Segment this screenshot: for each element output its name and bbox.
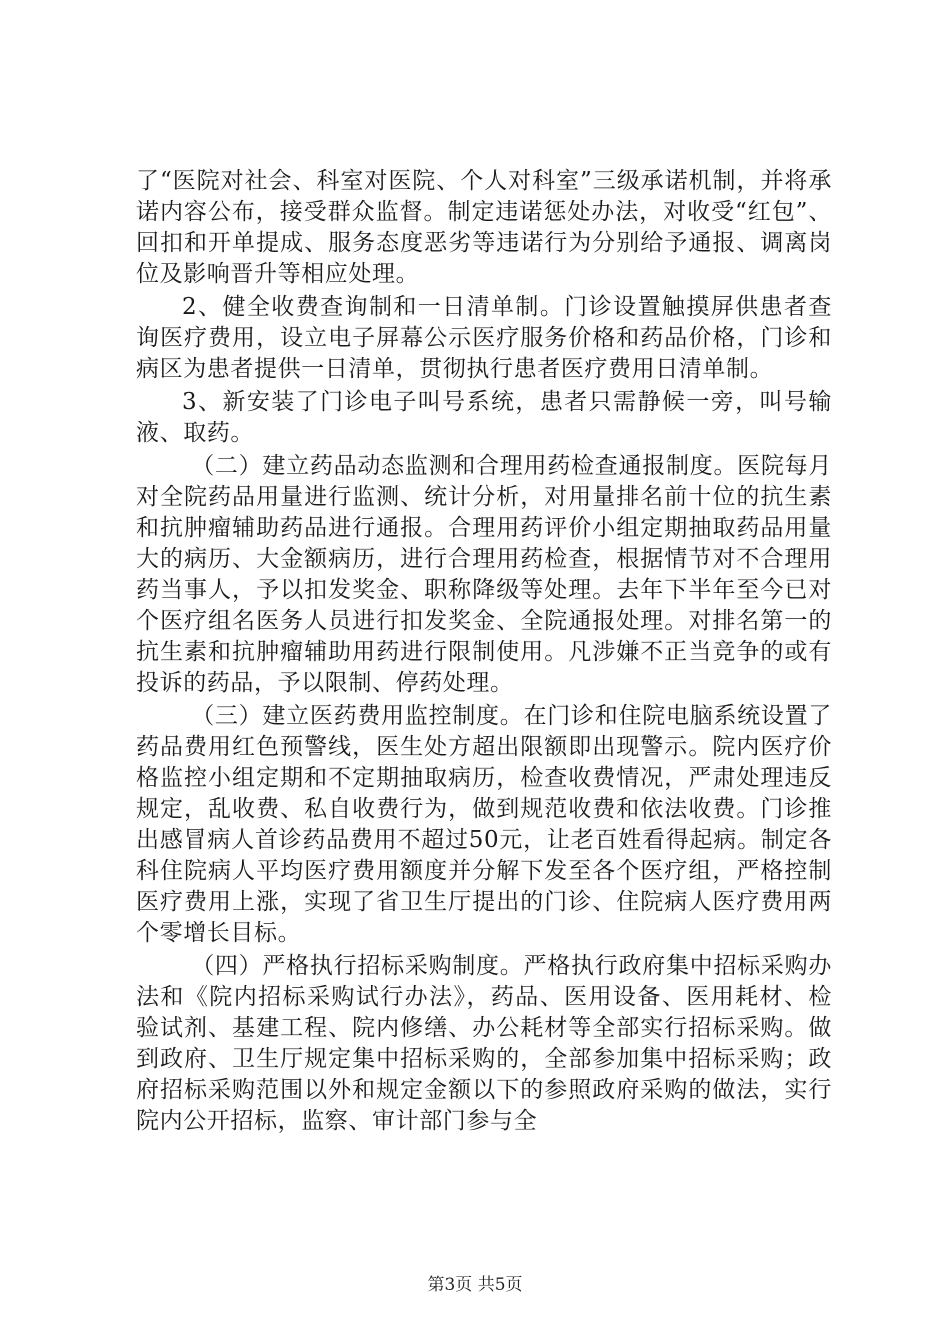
paragraph-drug-monitoring: （二）建立药品动态监测和合理用药检查通报制度。医院每月对全院药品用量进行监测、统计分析，对用量排名前十位的抗生素和抗肿瘤辅助药品进行通报。合理用药评价小组定期抽取药品用量大的病历、大金额病历，进行合理用药检查，根据情节对不合理用药当事人，予以扣发奖金、职称降级等处理。去年下半年至今已对个医疗组名医务人员进行扣发奖金、全院通报处理。对排名第一的抗生素和抗肿瘤辅助用药进行限制使用。凡涉嫌不正当竞争的或有投诉的药品，予以限制、停药处理。: [136, 453, 832, 696]
document-body: [136, 166, 832, 1139]
page-number-footer: 第3页 共5页: [427, 1275, 523, 1295]
paragraph-fee-inquiry: 2、健全收费查询制和一日清单制。门诊设置触摸屏供患者查询医疗费用，设立电子屏幕公示医疗服务价格和药品价格，门诊和病区为患者提供一日清单，贯彻执行患者医疗费用日清单制。: [136, 294, 832, 382]
paragraph-procurement: （四）严格执行招标采购制度。严格执行政府集中招标采购办法和《院内招标采购试行办法》，药品、医用设备、医用耗材、检验试剂、基建工程、院内修缮、办公耗材等全部实行招标采购。做到政府、卫生厅规定集中招标采购的，全部参加集中招标采购；政府招标采购范围以外和规定金额以下的参照政府采购的做法，实行院内公开招标，监察、审计部门参与全: [136, 953, 832, 1134]
paragraph-cost-control: （三）建立医药费用监控制度。在门诊和住院电脑系统设置了药品费用红色预警线，医生处方超出限额即出现警示。院内医疗价格监控小组定期和不定期抽取病历，检查收费情况，严肃处理违反规定，乱收费、私自收费行为，做到规范收费和依法收费。门诊推出感冒病人首诊药品费用不超过50元，让老百姓看得起病。制定各科住院病人平均医疗费用额度并分解下发至各个医疗组，严格控制医疗费用上涨，实现了省卫生厅提出的门诊、住院病人医疗费用两个零增长目标。: [136, 703, 832, 946]
paragraph-commitment-mechanism: 了“医院对社会、科室对医院、个人对科室”三级承诺机制，并将承诺内容公布，接受群众监督。制定违诺惩处办法，对收受“红包”、回扣和开单提成、服务态度恶劣等违诺行为分别给予通报、调离岗位及影响晋升等相应处理。: [136, 168, 832, 287]
paragraph-queue-system: 3、新安装了门诊电子叫号系统，患者只需静候一旁，叫号输液、取药。: [136, 389, 832, 446]
